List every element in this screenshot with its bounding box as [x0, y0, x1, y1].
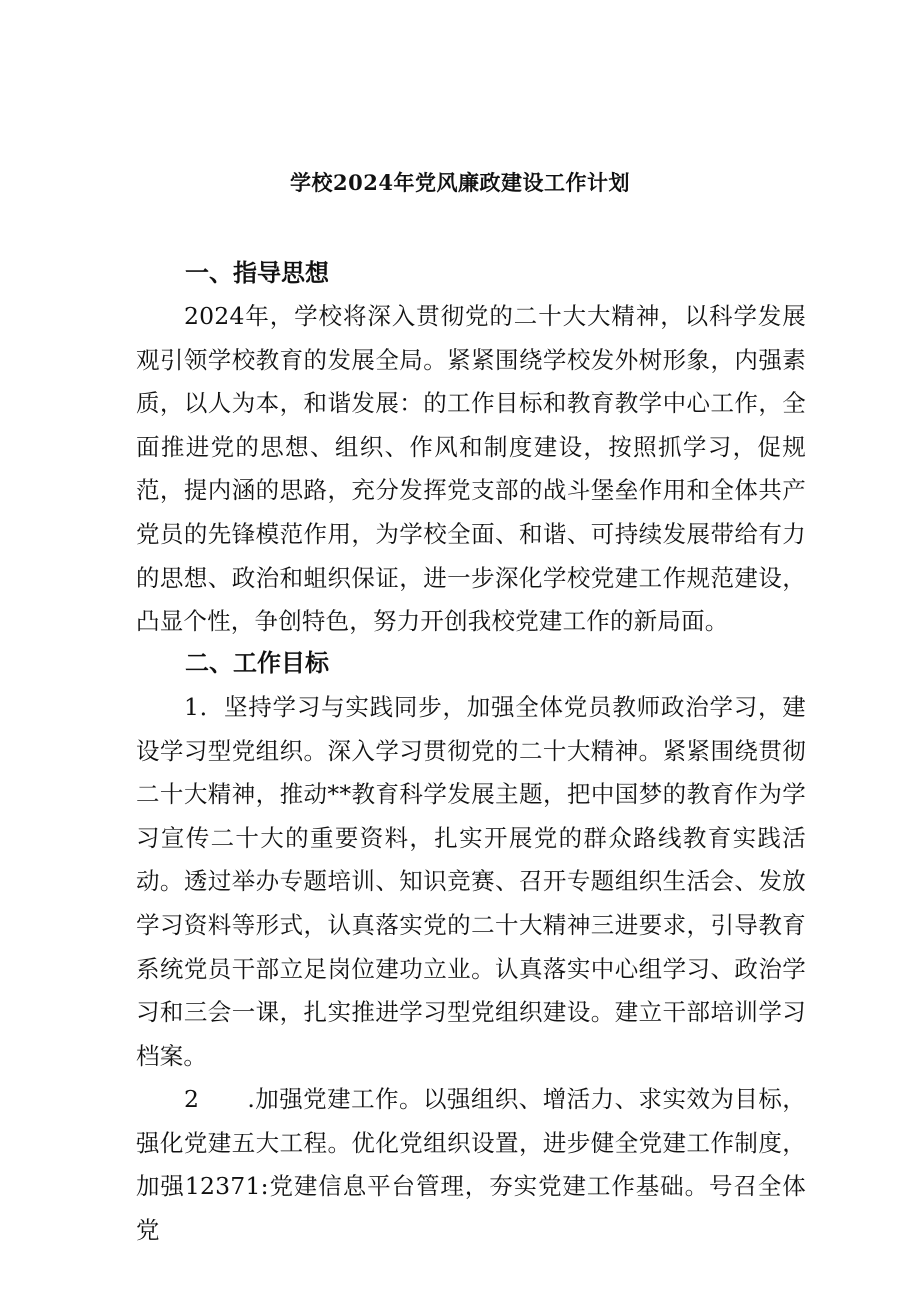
paragraph-goal-2: 2 .加强党建工作。以强组织、增活力、求实效为目标，强化党建五大工程。优化党组织设置，进步健全党建工作制度，加强12371:党建信息平台管理，夯实党建工作基础。号召全体党: [136, 1085, 806, 1244]
paragraph-guiding-ideology: 2024年，学校将深入贯彻党的二十大大精神，以科学发展观引领学校教育的发展全局。紧紧围绕学校发外树形象，内强素质，以人为本，和谐发展：的工作目标和教育教学中心工作，全面推进党的思想、组织、作风和制度建设，按照抓学习，促规范，提内涵的思路，充分发挥党支部的战斗堡垒作用和全体共产党员的先锋模范作用，为学校全面、和谐、可持续发展带给有力的思想、政治和蛆织保证，进一步深化学校党建工作规范建设，凸显个性，争创特色，努力开创我校党建工作的新局面。: [136, 302, 806, 636]
paragraph-goal-1: 1．坚持学习与实践同步，加强全体党员教师政治学习，建设学习型党组织。深入学习贯彻党的二十大精神。紧紧围绕贯彻二十大精神，推动**教育科学发展主题，把中国梦的教育作为学习宣传二十大的重要资料，扎实开展党的群众路线教育实践活动。透过举办专题培训、知识竞赛、召开专题组织生活会、发放学习资料等形式，认真落实党的二十大精神三进要求，引导教育系统党员干部立足岗位建功立业。认真落实中心组学习、政治学习和三会一课，扎实推进学习型党组织建设。建立干部培训学习档案。: [136, 693, 806, 1070]
section-heading-guiding-ideology: 一、指导思想: [185, 258, 329, 287]
document-title: 学校2024年党风廉政建设工作计划: [290, 170, 630, 195]
section-heading-work-goals: 二、工作目标: [185, 648, 329, 677]
